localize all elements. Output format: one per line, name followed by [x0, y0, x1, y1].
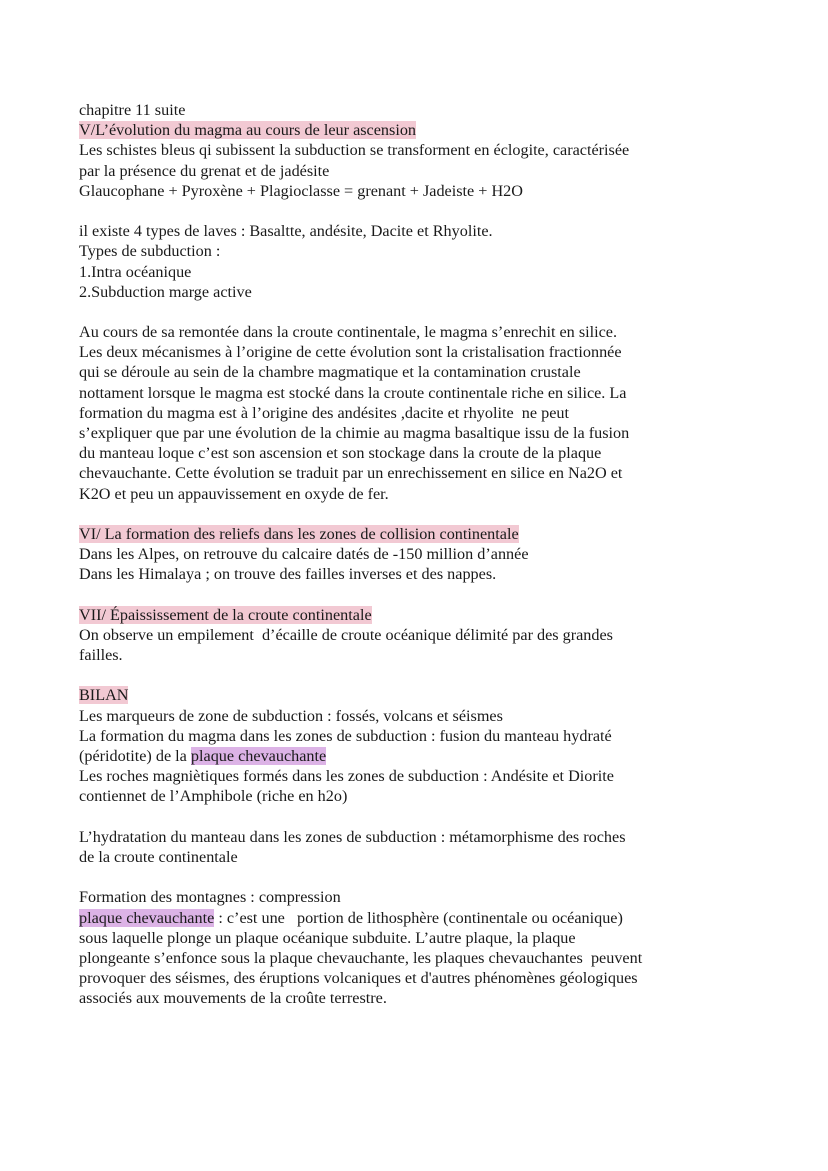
text-fragment: (péridotite) de la: [79, 747, 191, 765]
text-line: On observe un empilement d’écaille de croute océanique délimité par des grandes: [79, 625, 613, 644]
paragraph-line: qui se déroule au sein de la chambre magmatique et la contamination crustale: [79, 363, 581, 382]
text-line: sous laquelle plonge un plaque océanique subduite. L’autre plaque, la plaque: [79, 928, 576, 947]
text-line: Formation des montagnes : compression: [79, 888, 341, 907]
section-vi-heading: [79, 524, 769, 544]
spacer: [79, 585, 769, 605]
spacer: [79, 867, 769, 887]
text-line: Les roches magniètiques formés dans les zones de subduction : Andésite et Diorite: [79, 767, 614, 786]
spacer: [79, 302, 769, 322]
paragraph-line: du manteau loque c’est son ascension et son stockage dans la croute de la plaque: [79, 444, 602, 463]
list-item: 1.Intra océanique: [79, 262, 192, 281]
section-v-heading: [79, 120, 769, 140]
paragraph-line: Les deux mécanismes à l’origine de cette évolution sont la cristalisation fractionnée: [79, 343, 622, 362]
paragraph-line: K2O et peu un appauvissement en oxyde de fer.: [79, 484, 389, 503]
text-line: plongeante s’enfonce sous la plaque chevauchante, les plaques chevauchantes peuvent: [79, 948, 643, 967]
paragraph-line: formation du magma est à l’origine des andésites ,dacite et rhyolite ne peut: [79, 403, 569, 422]
text-line: Les schistes bleus qi subissent la subduction se transforment en éclogite, caractérisée: [79, 141, 630, 160]
spacer: [79, 665, 769, 685]
paragraph-line: s’expliquer que par une évolution de la chimie au magma basaltique issu de la fusion: [79, 424, 630, 442]
text-line: [79, 908, 769, 928]
spacer: [79, 504, 769, 524]
text-line: il existe 4 types de laves : Basaltte, andésite, Dacite et Rhyolite.: [79, 222, 493, 241]
chapter-subtitle: chapitre 11 suite: [79, 101, 186, 119]
text-line: [79, 746, 769, 766]
text-line: de la croute continentale: [79, 847, 238, 866]
document-body: [79, 100, 769, 1008]
spacer: [79, 201, 769, 221]
text-line: provoquer des séismes, des éruptions volcaniques et d'autres phénomènes géologiques: [79, 969, 638, 988]
text-line: associés aux mouvements de la croûte terrestre.: [79, 989, 387, 1008]
section-vii-heading-text: VII/ Épaississement de la croute continentale: [79, 605, 372, 624]
section-vii-heading: [79, 605, 769, 625]
highlighted-term: plaque chevauchante: [79, 908, 215, 927]
paragraph-line: nottament lorsque le magma est stocké dans la croute continentale riche en silice. La: [79, 383, 627, 402]
text-line: contiennet de l’Amphibole (riche en h2o): [79, 787, 348, 806]
bilan-heading-text: BILAN: [79, 686, 129, 705]
text-line: Types de subduction :: [79, 242, 221, 261]
text-line: Dans les Himalaya ; on trouve des failles inverses et des nappes.: [79, 565, 497, 584]
list-item: 2.Subduction marge active: [79, 282, 252, 301]
text-line: Dans les Alpes, on retrouve du calcaire datés de -150 million d’année: [79, 545, 529, 564]
text-fragment: : c’est une portion de lithosphère (continentale ou océanique): [214, 908, 623, 927]
text-line: La formation du magma dans les zones de subduction : fusion du manteau hydraté: [79, 726, 612, 745]
paragraph-line: chevauchante. Cette évolution se traduit par un enrechissement en silice en Na2O et: [79, 464, 623, 483]
text-line: par la présence du grenat et de jadésite: [79, 161, 330, 180]
spacer: [79, 807, 769, 827]
text-line: Les marqueurs de zone de subduction : fossés, volcans et séismes: [79, 706, 503, 725]
paragraph-line: Au cours de sa remontée dans la croute continentale, le magma s’enrechit en silice.: [79, 323, 618, 342]
text-line: Glaucophane + Pyroxène + Plagioclasse = grenant + Jadeiste + H2O: [79, 181, 523, 200]
section-v-heading-text: V/L’évolution du magma au cours de leur ascension: [79, 121, 417, 140]
text-line: L’hydratation du manteau dans les zones de subduction : métamorphisme des roches: [79, 827, 626, 846]
bilan-heading: [79, 685, 769, 705]
text-line: failles.: [79, 646, 123, 665]
highlighted-term: plaque chevauchante: [190, 747, 327, 765]
section-vi-heading-text: VI/ La formation des reliefs dans les zones de collision continentale: [79, 524, 519, 543]
